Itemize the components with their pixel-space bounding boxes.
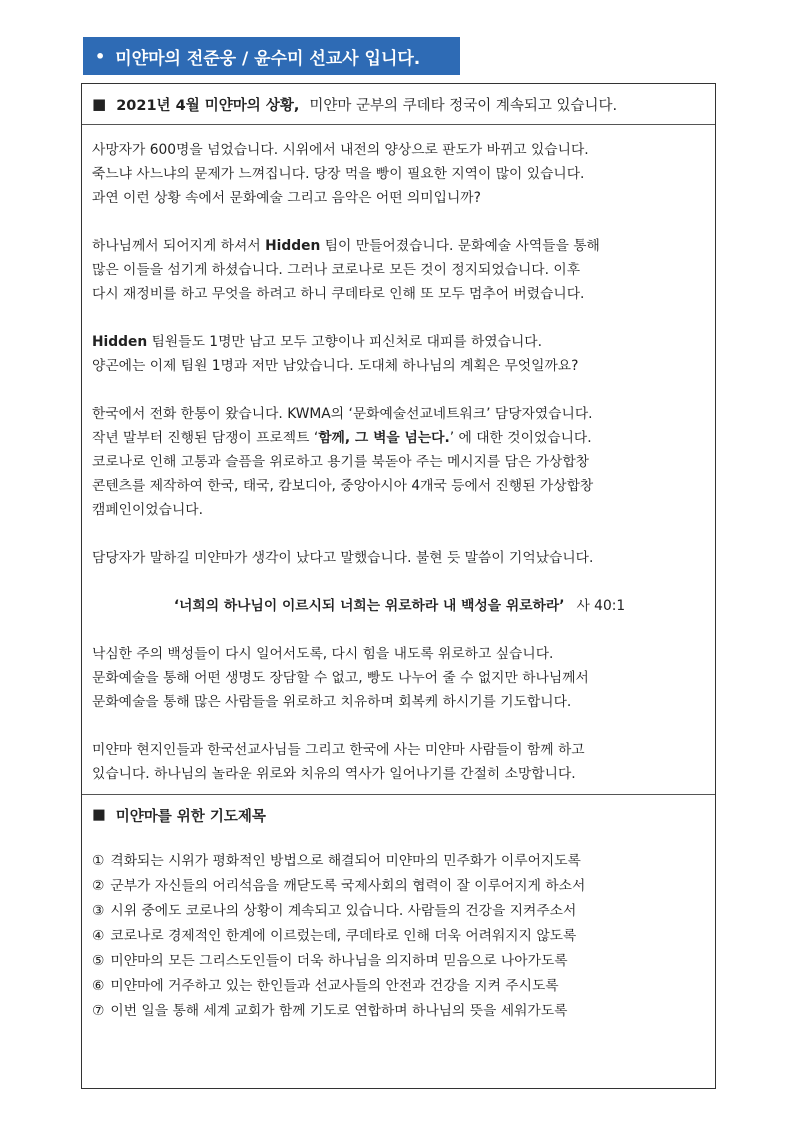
p2-line-1a: 하나님께서 되어지게 하셔서 bbox=[92, 238, 261, 254]
p6-line-2: 문화예술을 통해 어떤 생명도 장담할 수 없고, 빵도 나누어 줄 수 없지만 하나님께서 bbox=[92, 670, 589, 686]
situation-title: 2021년 4월 미얀마의 상황, bbox=[116, 97, 300, 114]
prayer-text: 코로나로 경제적인 한계에 이르렀는데, 쿠데타로 인해 더욱 어려워지지 않도록 bbox=[110, 928, 577, 944]
p6-line-1: 낙심한 주의 백성들이 다시 일어서도록, 다시 힘을 내도록 위로하고 싶습니다. bbox=[92, 646, 554, 662]
prayer-number: ⑥ bbox=[92, 978, 105, 994]
p3-line-2: 양곤에는 이제 팀원 1명과 저만 남았습니다. 도대체 하나님의 계획은 무엇일까요? bbox=[92, 358, 579, 374]
p7-line-2: 있습니다. 하나님의 놀라운 위로와 치유의 역사가 일어나기를 간절히 소망합니다. bbox=[92, 766, 576, 782]
quote-reference: 사 40:1 bbox=[576, 598, 626, 614]
prayer-item bbox=[92, 924, 715, 949]
paragraph-5: 담당자가 말하길 미얀마가 생각이 났다고 말했습니다. 불현 듯 말씀이 기억났습니다. bbox=[92, 550, 594, 566]
p2-line-1c: 팀이 만들어졌습니다. 문화예술 사역들을 통해 bbox=[324, 238, 600, 254]
prayer-list bbox=[82, 835, 715, 1024]
paragraph-6 bbox=[92, 642, 707, 714]
prayer-number: ① bbox=[92, 853, 105, 869]
prayer-text: 격화되는 시위가 평화적인 방법으로 해결되어 미얀마의 민주화가 이루어지도록 bbox=[110, 853, 581, 869]
prayer-number: ② bbox=[92, 878, 105, 894]
header-title: 미얀마의 전준웅 / 윤수미 선교사 입니다. bbox=[115, 48, 421, 69]
p4-line-3: 코로나로 인해 고통과 슬픔을 위로하고 용기를 북돋아 주는 메시지를 담은 가상합창 bbox=[92, 454, 589, 470]
prayer-number: ④ bbox=[92, 928, 105, 944]
prayer-item bbox=[92, 974, 715, 999]
p2-line-3: 다시 재정비를 하고 무엇을 하려고 하니 쿠데타로 인해 또 모두 멈추어 버렸습니다. bbox=[92, 286, 585, 302]
quote-text: ‘너희의 하나님이 이르시되 너희는 위로하라 내 백성을 위로하라’ bbox=[173, 598, 565, 614]
prayer-item bbox=[92, 849, 715, 874]
p6-line-3: 문화예술을 통해 많은 사람들을 위로하고 치유하며 회복케 하시기를 기도합니다. bbox=[92, 694, 572, 710]
header-bullet: • bbox=[95, 46, 106, 66]
paragraph-2 bbox=[92, 234, 707, 306]
paragraph-3 bbox=[92, 330, 707, 378]
p4-line-1: 한국에서 전화 한통이 왔습니다. KWMA의 ‘문화예술선교네트워크’ 담당자였습니다. bbox=[92, 406, 593, 422]
paragraph-7 bbox=[92, 738, 707, 786]
p7-line-1: 미얀마 현지인들과 한국선교사님들 그리고 한국에 사는 미얀마 사람들이 함께 하고 bbox=[92, 742, 585, 758]
hidden-team-name: Hidden bbox=[265, 238, 321, 254]
prayer-number: ⑤ bbox=[92, 953, 105, 969]
prayer-heading bbox=[82, 794, 715, 835]
p3-line-1b: 팀원들도 1명만 남고 모두 고향이나 피신처로 대피를 하였습니다. bbox=[151, 334, 542, 350]
letter-box bbox=[81, 83, 716, 1089]
p1-line-1: 사망자가 600명을 넘었습니다. 시위에서 내전의 양상으로 판도가 바뀌고 있습니다. bbox=[92, 142, 589, 158]
paragraph-4 bbox=[92, 402, 707, 522]
prayer-text: 이번 일을 통해 세계 교회가 함께 기도로 연합하며 하나님의 뜻을 세워가도록 bbox=[110, 1003, 568, 1019]
prayer-title: 미얀마를 위한 기도제목 bbox=[115, 808, 266, 825]
project-title: 함께, 그 벽을 넘는다. bbox=[318, 430, 450, 446]
p1-line-3: 과연 이런 상황 속에서 문화예술 그리고 음악은 어떤 의미입니까? bbox=[92, 190, 481, 206]
prayer-item bbox=[92, 999, 715, 1024]
letter-body bbox=[82, 125, 715, 786]
situation-subtitle: 미얀마 군부의 쿠데타 정국이 계속되고 있습니다. bbox=[309, 97, 618, 114]
prayer-text: 미얀마에 거주하고 있는 한인들과 선교사들의 안전과 건강을 지켜 주시도록 bbox=[110, 978, 559, 994]
hidden-team-name: Hidden bbox=[92, 334, 148, 350]
situation-heading bbox=[82, 84, 715, 125]
header-bar bbox=[83, 37, 460, 75]
p4-line-4: 콘텐츠를 제작하여 한국, 태국, 캄보디아, 중앙아시아 4개국 등에서 진행된 가상합창 bbox=[92, 478, 594, 494]
prayer-item bbox=[92, 899, 715, 924]
p4-line-2c: ’ 에 대한 것이었습니다. bbox=[449, 430, 592, 446]
prayer-text: 군부가 자신들의 어리석음을 깨닫도록 국제사회의 협력이 잘 이루어지게 하소서 bbox=[110, 878, 586, 894]
prayer-number: ⑦ bbox=[92, 1003, 105, 1019]
prayer-item bbox=[92, 949, 715, 974]
prayer-text: 미얀마의 모든 그리스도인들이 더욱 하나님을 의지하며 믿음으로 나아가도록 bbox=[110, 953, 568, 969]
scripture-quote bbox=[92, 594, 707, 618]
paragraph-1 bbox=[92, 138, 707, 210]
prayer-item bbox=[92, 874, 715, 899]
square-bullet-icon: ■ bbox=[92, 807, 106, 823]
p2-line-2: 많은 이들을 섬기게 하셨습니다. 그러나 코로나로 모든 것이 정지되었습니다. 이후 bbox=[92, 262, 581, 278]
prayer-text: 시위 중에도 코로나의 상황이 계속되고 있습니다. 사람들의 건강을 지켜주소서 bbox=[110, 903, 577, 919]
p1-line-2: 죽느냐 사느냐의 문제가 느껴집니다. 당장 먹을 빵이 필요한 지역이 많이 있습니다. bbox=[92, 166, 585, 182]
prayer-number: ③ bbox=[92, 903, 105, 919]
p4-line-2a: 작년 말부터 진행된 담쟁이 프로젝트 ‘ bbox=[92, 430, 319, 446]
p4-line-5: 캠페인이었습니다. bbox=[92, 502, 204, 518]
square-bullet-icon: ■ bbox=[92, 95, 107, 113]
